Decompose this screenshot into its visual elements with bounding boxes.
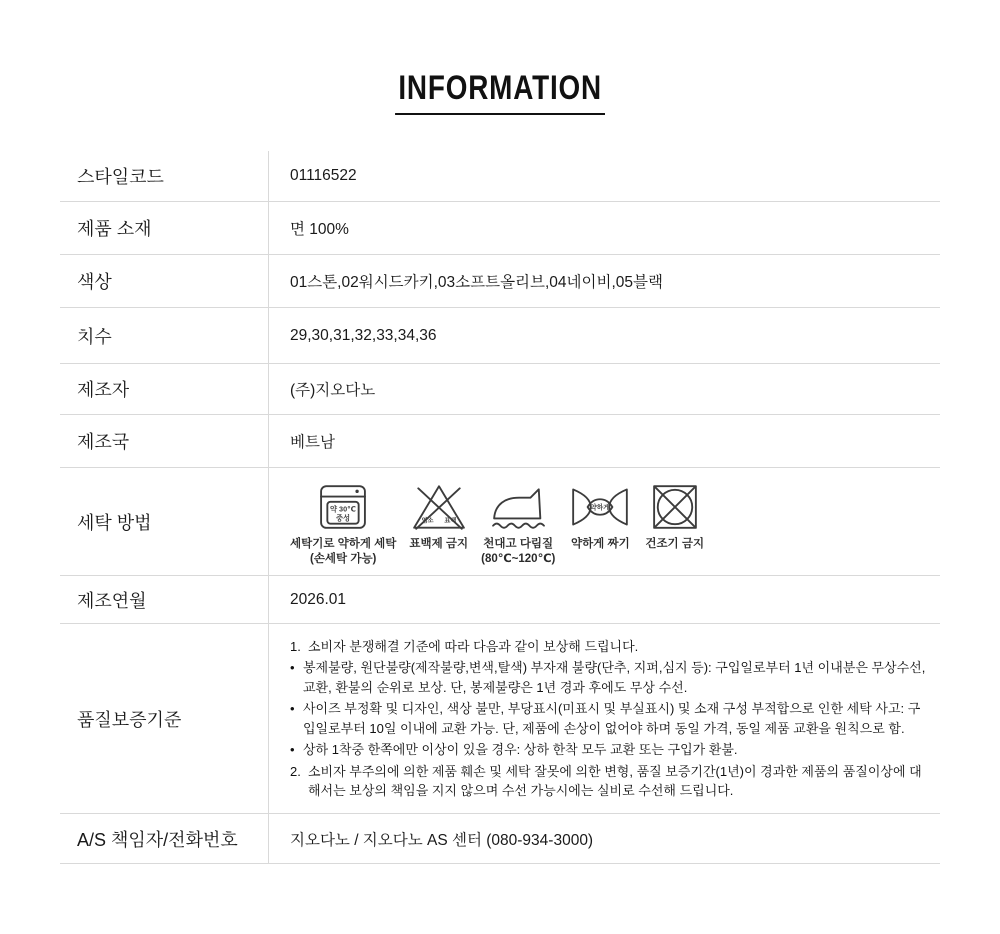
care-caption: 천대고 다림질 (80℃~120℃) bbox=[481, 538, 556, 566]
table-row-style-code bbox=[60, 151, 940, 202]
svg-text:염소: 염소 bbox=[421, 517, 434, 525]
care-caption: 세탁기로 약하게 세탁 (손세탁 가능) bbox=[290, 538, 397, 566]
no-bleach-icon bbox=[411, 482, 467, 532]
row-label: A/S 책임자/전화번호 bbox=[77, 829, 238, 850]
row-value: 01116522 bbox=[268, 151, 940, 201]
care-symbol-list bbox=[290, 482, 717, 567]
row-label: 스타일코드 bbox=[77, 167, 164, 188]
care-item-no-bleach bbox=[409, 482, 468, 552]
row-label: 품질보증기준 bbox=[77, 709, 182, 730]
warranty-item: • 봉제불량, 원단불량(제작불량,변색,탈색) 부자재 불량(단추, 지퍼,심지 등): 구입일로부터 1년 이내분은 무상수선, 교환, 환불의 순위로 보상. 단, 봉제불량은 1년 경과 후에도 무상 수선. bbox=[290, 660, 926, 695]
row-label: 세탁 방법 bbox=[77, 512, 152, 533]
svg-text:표백: 표백 bbox=[444, 517, 457, 525]
table-row-wash-method bbox=[60, 468, 940, 576]
table-row-as-contact bbox=[60, 814, 940, 864]
care-item-no-tumble-dry bbox=[645, 482, 704, 552]
care-item-wring bbox=[568, 482, 632, 552]
care-caption: 건조기 금지 bbox=[645, 538, 705, 551]
table-row-manufacturer bbox=[60, 364, 940, 415]
care-item-machine-wash bbox=[290, 482, 396, 567]
row-value: 지오다노 / 지오다노 AS 센터 (080-934-3000) bbox=[268, 814, 940, 863]
title-section bbox=[0, 0, 1000, 115]
row-label: 치수 bbox=[77, 326, 112, 347]
row-label: 제조자 bbox=[77, 380, 130, 401]
row-value: 29,30,31,32,33,34,36 bbox=[268, 308, 940, 363]
wash-method-cell bbox=[268, 468, 940, 575]
warranty-item: 1. 소비자 분쟁해결 기준에 따라 다음과 같이 보상해 드립니다. bbox=[290, 638, 639, 654]
care-caption: 약하게 짜기 bbox=[570, 538, 630, 551]
no-tumble-dry-icon bbox=[651, 482, 699, 532]
svg-text:약하게: 약하게 bbox=[590, 504, 611, 512]
table-row-color bbox=[60, 255, 940, 308]
table-row-manufacture-date bbox=[60, 576, 940, 624]
svg-text:중성: 중성 bbox=[336, 513, 351, 523]
svg-text:약 30℃: 약 30℃ bbox=[330, 505, 357, 515]
warranty-item: • 상하 1착중 한쪽에만 이상이 있을 경우: 상하 한착 모두 교환 또는 구입가 환불. bbox=[290, 742, 738, 758]
row-value: (주)지오다노 bbox=[268, 364, 940, 414]
warranty-cell bbox=[268, 624, 940, 813]
row-label: 제조연월 bbox=[77, 590, 147, 611]
care-item-iron bbox=[481, 482, 555, 567]
row-label: 제조국 bbox=[77, 432, 130, 453]
warranty-item: • 사이즈 부정확 및 디자인, 색상 불만, 부당표시(미표시 및 부실표시) 및 소재 구성 부적합으로 인한 세탁 사고: 구입일로부터 10일 이내에 교환 가능. 단, 제품에 손상이 없어야 하며 동일 가격, 동일 제품 교환을 원칙으로 함. bbox=[290, 701, 921, 736]
table-row-country bbox=[60, 415, 940, 468]
wring-gently-icon bbox=[568, 482, 632, 532]
warranty-item: 2. 소비자 부주의에 의한 제품 훼손 및 세탁 잘못에 의한 변형, 품질 보증기간(1년)이 경과한 제품의 품질이상에 대해서는 보상의 책임을 지지 않으며 수선 가능시에는 실비로 수선해 드립니다. bbox=[290, 763, 922, 799]
table-row-material bbox=[60, 202, 940, 255]
row-label: 색상 bbox=[77, 272, 112, 293]
row-label: 제품 소재 bbox=[77, 219, 152, 240]
table-row-size bbox=[60, 308, 940, 364]
row-value: 01스톤,02워시드카키,03소프트올리브,04네이비,05블랙 bbox=[268, 255, 940, 307]
page-title: INFORMATION bbox=[395, 70, 605, 115]
row-value: 베트남 bbox=[268, 415, 940, 467]
row-value: 면 100% bbox=[268, 202, 940, 254]
product-info-table bbox=[60, 151, 940, 864]
iron-with-cloth-icon bbox=[491, 482, 545, 532]
row-value: 2026.01 bbox=[268, 576, 940, 623]
table-row-warranty bbox=[60, 624, 940, 814]
machine-wash-30-icon bbox=[319, 482, 367, 532]
care-caption: 표백제 금지 bbox=[409, 538, 469, 551]
